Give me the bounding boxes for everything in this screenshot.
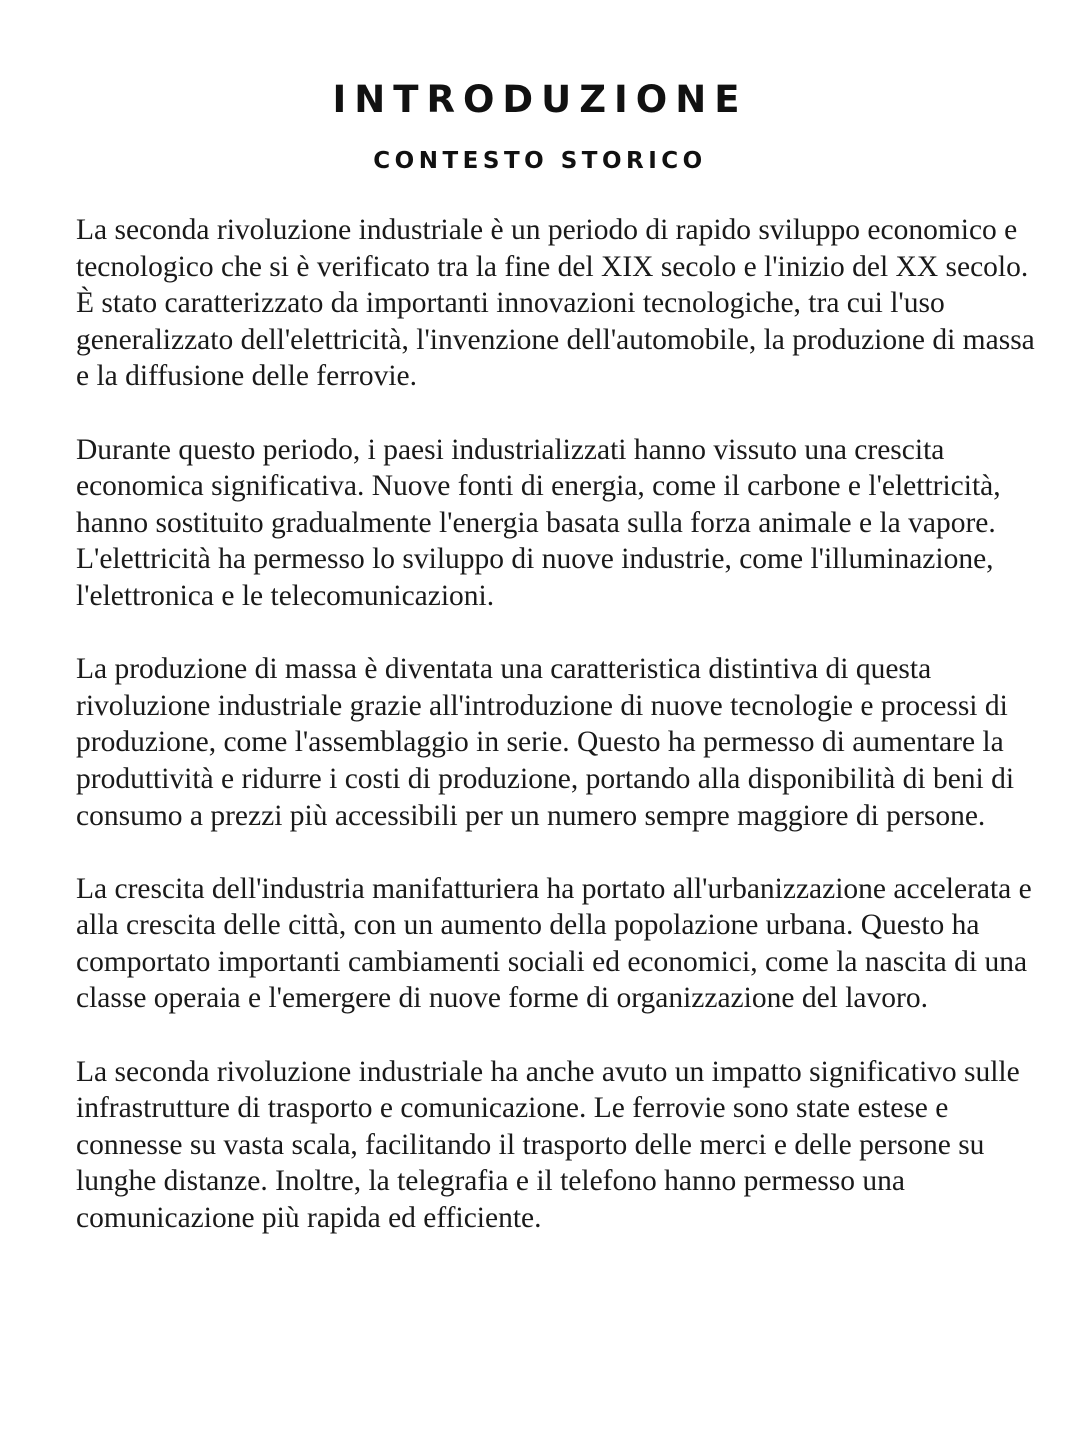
paragraph-3: La produzione di massa è diventata una caratteristica distintiva di questa rivoluzione industriale grazie all'introduzione di nuove tecnologie e processi di produzione, come l'assemblaggio in serie. Questo ha permesso di aumentare la produttività e ridurre i costi di produzione, portando alla disponibilità di beni di consumo a prezzi più accessibili per un numero sempre maggiore di persone. xyxy=(76,653,1015,832)
paragraph-2: Durante questo periodo, i paesi industrializzati hanno vissuto una crescita economica significativa. Nuove fonti di energia, come il carbone e l'elettricità, hanno sostituito gradualmente l'energia basata sulla forza animale e la vapore. L'elettricità ha permesso lo sviluppo di nuove industrie, come l'illuminazione, l'elettronica e le telecomunicazioni. xyxy=(76,433,1001,612)
body-text xyxy=(76,212,1036,1273)
paragraph-1: La seconda rivoluzione industriale è un periodo di rapido sviluppo economico e tecnologico che si è verificato tra la fine del XIX secolo e l'inizio del XX secolo. È stato caratterizzato da importanti innovazioni tecnologiche, tra cui l'uso generalizzato dell'elettricità, l'invenzione dell'automobile, la produzione di massa e la diffusione delle ferrovie. xyxy=(76,214,1035,393)
page-subtitle: CONTESTO STORICO xyxy=(373,148,707,174)
paragraph-5: La seconda rivoluzione industriale ha anche avuto un impatto significativo sulle infrastrutture di trasporto e comunicazione. Le ferrovie sono state estese e connesse su vasta scala, facilitando il trasporto delle merci e delle persone su lunghe distanze. Inoltre, la telegrafia e il telefono hanno permesso una comunicazione più rapida ed efficiente. xyxy=(76,1055,1020,1235)
page-title: INTRODUZIONE xyxy=(332,78,748,121)
paragraph-4: La crescita dell'industria manifatturiera ha portato all'urbanizzazione accelerata e alla crescita delle città, con un aumento della popolazione urbana. Questo ha comportato importanti cambiamenti sociali ed economici, come la nascita di una classe operaia e l'emergere di nuove forme di organizzazione del lavoro. xyxy=(76,872,1032,1015)
